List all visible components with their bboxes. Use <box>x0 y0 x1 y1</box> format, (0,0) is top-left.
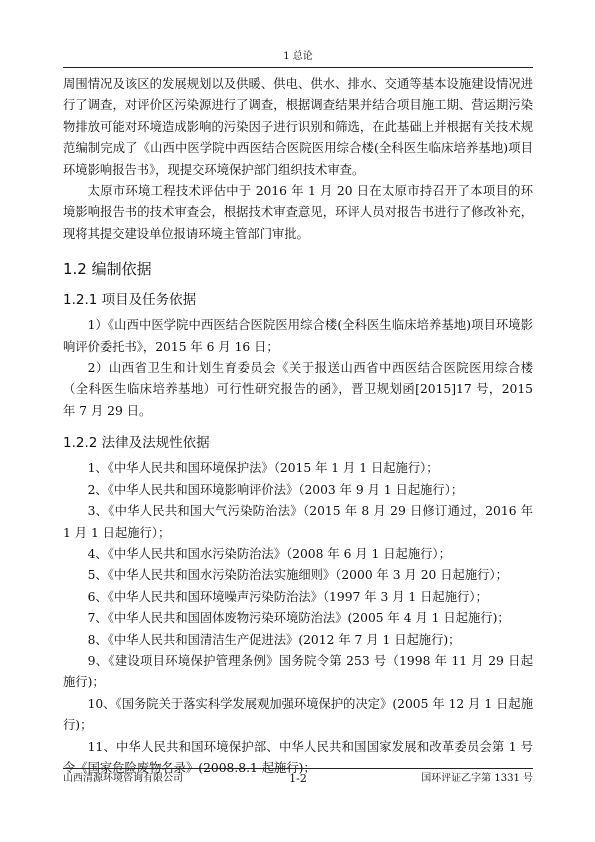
page-content <box>63 74 533 779</box>
section-heading-1-2: 1.2 编制依据 <box>63 260 152 279</box>
law-item: 10、《国务院关于落实科学发展观加强环境保护的决定》(2005 年 12 月 1 日起施行)； <box>63 696 533 733</box>
law-item: 11、中华人民共和国环境保护部、中华人民共和国国家发展和改革委员会第 1 号令《国家危险废物名录》(2008.8.1 起施行)； <box>63 739 533 775</box>
footer-page-number: 1-2 <box>289 772 307 785</box>
header-rule <box>63 67 533 68</box>
law-item: 6、《中华人民共和国环境噪声污染防治法》（1997 年 3 月 1 日起施行）； <box>87 589 488 604</box>
law-item: 9、《建设项目环境保护管理条例》国务院令第 253 号（1998 年 11 月 29 日起施行)； <box>63 653 533 690</box>
law-item: 4、《中华人民共和国水污染防治法》（2008 年 6 月 1 日起施行）； <box>87 546 451 561</box>
section-heading-1-2-1: 1.2.1 项目及任务依据 <box>63 292 197 309</box>
section-heading-1-2-2: 1.2.2 法律及法规性依据 <box>63 435 210 452</box>
header-title: 1 总论 <box>283 51 313 62</box>
task-item: 1）《山西中医学院中西医结合医院医用综合楼(全科医生临床培养基地)项目环境影响评价委托书》，2015 年 6 月 16 日； <box>63 318 533 354</box>
footer-company: 山西清源环境咨询有限公司 <box>63 773 183 784</box>
page-header <box>63 50 533 64</box>
law-item: 5、《中华人民共和国水污染防治法实施细则》（2000 年 3 月 20 日起施行）； <box>87 568 508 583</box>
law-item: 8、《中华人民共和国清洁生产促进法》(2012 年 7 月 1 日起施行)； <box>87 632 461 647</box>
body-paragraph: 太原市环境工程技术评估中于 2016 年 1 月 20 日在太原市持召开了本项目的环境影响报告书的技术审查会，根据技术审查意见，环评人员对报告书进行了修改补充，现将其提交建设单位报请环境主管部门审批。 <box>63 184 533 241</box>
footer-certificate: 国环评证乙字第 1331 号 <box>421 773 533 784</box>
law-item: 1、《中华人民共和国环境保护法》（2015 年 1 月 1 日起施行）； <box>87 461 439 476</box>
law-item: 3、《中华人民共和国大气污染防治法》（2015 年 8 月 29 日修订通过，2016 年 1 月 1 日起施行）； <box>63 504 533 540</box>
footer-rule <box>63 768 533 769</box>
task-item: 2）山西省卫生和计划生育委员会《关于报送山西省中西医结合医院医用综合楼（全科医生临床培养基地）可行性研究报告的函》，晋卫规划函[2015]17 号，2015 年 7 月 29 日。 <box>63 361 533 418</box>
body-paragraph: 周围情况及该区的发展规划以及供暖、供电、供水、排水、交通等基本设施建设情况进行了调查，对评价区污染源进行了调查，根据调查结果并结合项目施工期、营运期污染物排放可能对环境造成影响的污染因子进行识别和筛选，在此基础上并根据有关技术规范编制完成了《山西中医学院中西医结合医院医用综合楼(全科医生临床培养基地)项目环境影响报告书》，现提交环境保护部门组织技术审查。 <box>63 77 533 177</box>
law-item: 2、《中华人民共和国环境影响评价法》（2003 年 9 月 1 日起施行）； <box>87 482 464 497</box>
law-item: 7、《中华人民共和国固体废物污染环境防治法》(2005 年 4 月 1 日起施行)； <box>87 611 510 626</box>
